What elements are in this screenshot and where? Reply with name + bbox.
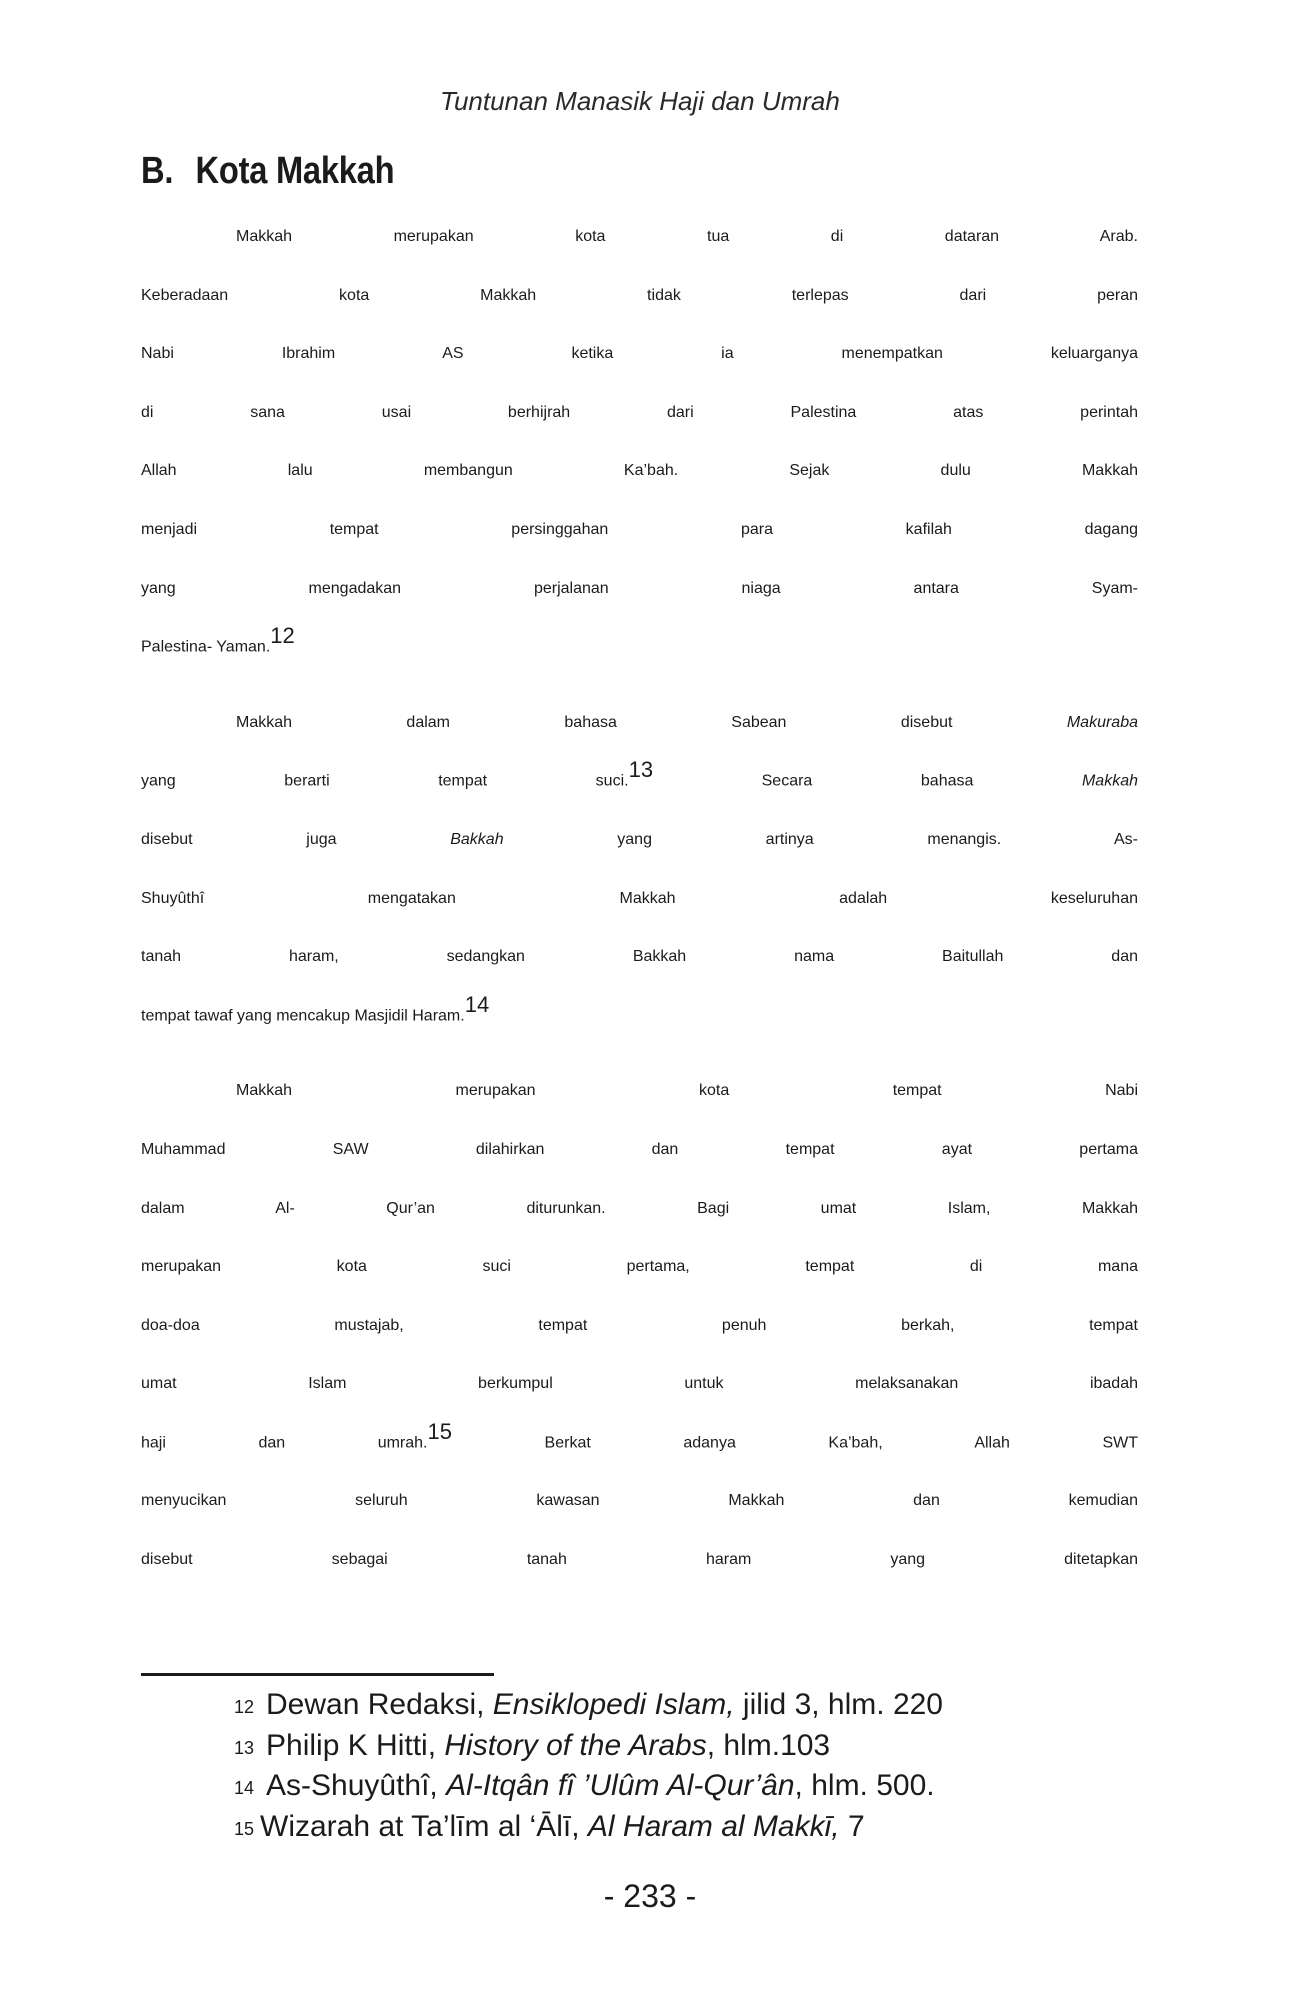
footnote-text: As-Shuyûthî, (266, 1769, 447, 1802)
footnote-number: 12 (234, 1697, 255, 1717)
footnote-text: Philip K Hitti, (266, 1728, 445, 1762)
footnote-text: 7 (839, 1809, 865, 1843)
text-segment: Palestina- Yaman. (141, 638, 271, 656)
text-line: Keberadaan kota Makkah tidak terlepas dari peran (141, 286, 1138, 304)
text-segment: haji dan umrah. (141, 1434, 428, 1452)
footnote-14 (234, 1766, 1094, 1807)
text-line: Muhammad SAW dilahirkan dan tempat ayat pertama (141, 1140, 1138, 1158)
footnote-text: jilid 3, hlm. 220 (734, 1688, 943, 1721)
text-line: di sana usai berhijrah dari Palestina atas perintah (141, 403, 1138, 421)
paragraph-3 (141, 1082, 1138, 1609)
footnotes (234, 1685, 1094, 1847)
text-segment: Makkah dalam bahasa Sabean disebut (236, 713, 1067, 731)
text-segment: yang artinya menangis. As- (503, 830, 1138, 848)
section-title: Kota Makkah (195, 150, 395, 192)
text-line: Shuyûthî mengatakan Makkah adalah keseluruhan (141, 889, 1138, 907)
page-number: - 233 - (603, 1878, 697, 1914)
section-heading (141, 150, 394, 193)
running-header: Tuntunan Manasik Haji dan Umrah (440, 86, 840, 116)
text-line: menjadi tempat persinggahan para kafilah dagang (141, 520, 1138, 538)
text-segment: Secara bahasa (653, 772, 1082, 790)
text-line: disebut sebagai tanah haram yang ditetapkan (141, 1551, 1138, 1569)
footnote-title: Al-Itqân fî ’Ulûm Al-Qur’ân (446, 1769, 795, 1802)
footnote-title: Al Haram al Makkī, (587, 1809, 840, 1843)
text-line (141, 623, 1138, 697)
footnote-divider (141, 1673, 494, 1676)
footnote-13 (234, 1726, 1094, 1767)
body-text (141, 228, 1138, 1627)
italic-term: Makkah (1081, 772, 1138, 790)
italic-term: Makuraba (1066, 713, 1138, 731)
text-line (141, 991, 1138, 1066)
paragraph-1 (141, 228, 1138, 697)
text-line (141, 757, 1138, 831)
text-segment: Berkat adanya Ka’bah, Allah SWT (452, 1434, 1139, 1452)
footnote-title: Ensiklopedi Islam, (492, 1688, 735, 1721)
footnote-reference: 14 (464, 991, 490, 1017)
text-line: merupakan kota suci pertama, tempat di mana (141, 1258, 1138, 1276)
text-segment: disebut juga (141, 830, 451, 848)
text-segment: yang berarti tempat suci. (141, 772, 629, 790)
footnote-reference: 13 (628, 757, 654, 783)
footnote-reference: 12 (270, 623, 295, 649)
footnote-title: History of the Arabs (444, 1728, 707, 1762)
text-line: doa-doa mustajab, tempat penuh berkah, tempat (141, 1316, 1138, 1334)
footnote-number: 14 (234, 1778, 255, 1798)
footnote-number: 15 (234, 1818, 255, 1839)
text-line: menyucikan seluruh kawasan Makkah dan kemudian (141, 1492, 1138, 1510)
paragraph-2 (141, 714, 1138, 1066)
footnote-text: Wizarah at Ta’līm al ‘Ālī, (260, 1809, 588, 1843)
text-line: umat Islam berkumpul untuk melaksanakan ibadah (141, 1375, 1138, 1393)
text-line: tanah haram, sedangkan Bakkah nama Baitullah dan (141, 948, 1138, 966)
text-line: dalam Al- Qur’an diturunkan. Bagi umat Islam, Makkah (141, 1199, 1138, 1217)
text-line (141, 1418, 1139, 1493)
italic-term: Bakkah (450, 830, 504, 848)
footnote-reference: 15 (427, 1418, 452, 1444)
text-segment: tempat tawaf yang mencakup Masjidil Haram. (141, 1007, 465, 1025)
text-line: Nabi Ibrahim AS ketika ia menempatkan keluarganya (141, 345, 1138, 363)
text-line: Makkah merupakan kota tua di dataran Arab. (236, 228, 1138, 245)
footnote-text: Dewan Redaksi, (266, 1688, 493, 1721)
text-line: Makkah merupakan kota tempat Nabi (236, 1082, 1138, 1100)
footnote-15 (234, 1807, 1094, 1848)
text-line: Allah lalu membangun Ka’bah. Sejak dulu Makkah (141, 462, 1138, 480)
section-number: B. (141, 150, 174, 192)
footnote-text: , hlm. 500. (794, 1769, 935, 1802)
text-line: yang mengadakan perjalanan niaga antara Syam- (141, 579, 1138, 597)
footnote-number: 13 (234, 1737, 255, 1758)
footnote-12 (234, 1685, 1094, 1726)
text-line (141, 831, 1138, 890)
footnote-text: , hlm.103 (706, 1728, 831, 1762)
